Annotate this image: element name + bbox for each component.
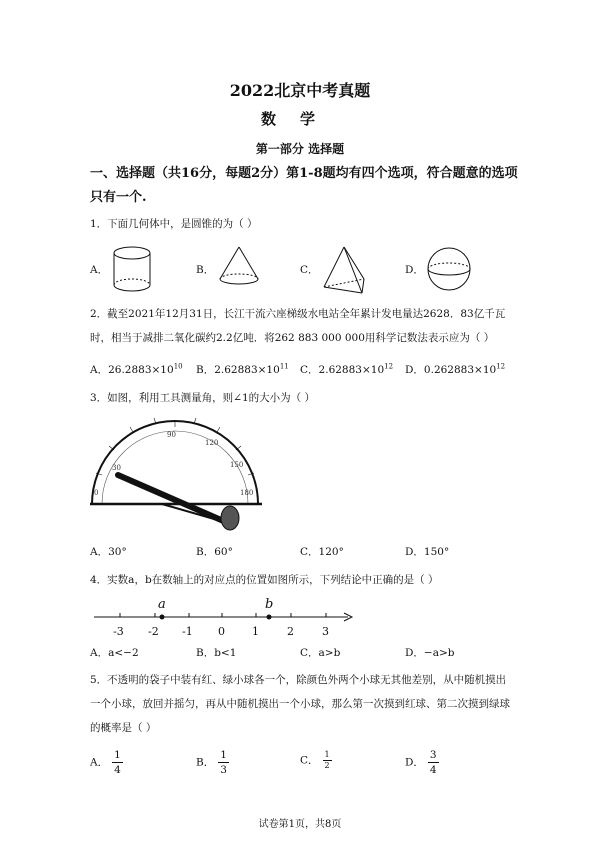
point-b-label: b: [265, 597, 274, 612]
q2-option-b: B．$2.62883\times 10^{11}$: [196, 362, 289, 376]
q4-option-a: A．a<−2: [90, 647, 139, 659]
question-2-stem-line2: 时，相当于减排二氧化碳约2.2亿吨．将262 883 000 000用科学记数法表示应为（ ）: [90, 332, 495, 344]
q5-option-b: B． $\frac{1}{3}$: [196, 749, 227, 776]
q2-option-a: A．$26.2883\times 10^{10}$: [90, 362, 183, 376]
q5-option-a: A． $\frac{1}{4}$: [90, 749, 121, 776]
page-footer: 试卷第1页，共8页: [258, 819, 342, 830]
q3-option-d: D．150°: [405, 546, 450, 558]
part-title: 第一部分 选择题: [255, 142, 345, 156]
q4-option-d: D．−a>b: [405, 647, 455, 659]
q4-option-c: C．a>b: [300, 647, 341, 659]
q1-option-a-label: A．: [90, 264, 109, 276]
q3-option-a: A．30°: [90, 546, 127, 558]
subject-title: 数学: [260, 110, 339, 128]
question-5-stem-line2: 一个小球，放回并摇匀，再从中随机摸出一个小球，那么第一次摸到红球、第二次摸到绿球: [90, 698, 510, 710]
exam-title: 2022北京中考真题: [229, 81, 371, 100]
protractor-label-180: 180: [240, 489, 254, 497]
sphere-figure: [426, 246, 474, 294]
protractor-label-30: 30: [112, 464, 121, 472]
section-heading: 一、选择题（共16分，每题2分）第1-8题均有四个选项，符合题意的选项只有一个.: [90, 166, 518, 205]
question-2-stem-line1: 2．截至2021年12月31日，长江干流六座梯级水电站全年累计发电量达2628．83亿千瓦: [90, 308, 506, 320]
tick-label-0: 0: [218, 625, 225, 638]
tick-label-neg3: -3: [113, 625, 124, 638]
tick-label-2: 2: [287, 625, 294, 638]
tick-label-neg2: -2: [148, 625, 159, 638]
q2-option-c: C．$2.62883\times 10^{12}$: [300, 362, 394, 376]
q3-option-c: C．120°: [300, 546, 344, 558]
tick-label-neg1: -1: [182, 625, 193, 638]
angle-1-label: 1: [202, 509, 207, 517]
q1-option-d-label: D．: [405, 264, 424, 276]
protractor-figure: [90, 415, 272, 537]
question-1-stem: 1．下面几何体中，是圆锥的为（ ）: [90, 218, 258, 230]
q5-option-c: C． $\frac{1}{2}$: [300, 750, 330, 770]
q4-option-b: B．b<1: [196, 647, 237, 659]
q3-option-b: B．60°: [196, 546, 233, 558]
question-3-stem: 3．如图，利用工具测量角，则∠1的大小为（ ）: [90, 392, 315, 404]
q1-option-c-label: C．: [300, 264, 319, 276]
pyramid-figure: [320, 245, 368, 297]
q2-option-d: D．$0.262883\times 10^{12}$: [405, 362, 506, 376]
cylinder-figure: [112, 245, 156, 295]
protractor-label-150: 150: [230, 461, 244, 469]
q5-option-d: D． $\frac{3}{4}$: [405, 749, 437, 776]
protractor-label-120: 120: [205, 439, 219, 447]
q1-option-b-label: B．: [196, 264, 215, 276]
point-a-label: a: [158, 597, 166, 612]
number-line-figure: [94, 595, 358, 641]
tick-label-3: 3: [322, 625, 329, 638]
protractor-label-0: 0: [94, 489, 99, 497]
protractor-label-90: 90: [167, 431, 176, 439]
cone-figure: [218, 245, 262, 289]
question-4-stem: 4．实数a，b在数轴上的对应点的位置如图所示，下列结论中正确的是（ ）: [90, 574, 439, 586]
question-5-stem-line3: 的概率是（ ）: [90, 722, 157, 734]
tick-label-1: 1: [252, 625, 259, 638]
question-5-stem-line1: 5．不透明的袋子中装有红、绿小球各一个，除颜色外两个小球无其他差别，从中随机摸出: [90, 674, 507, 686]
